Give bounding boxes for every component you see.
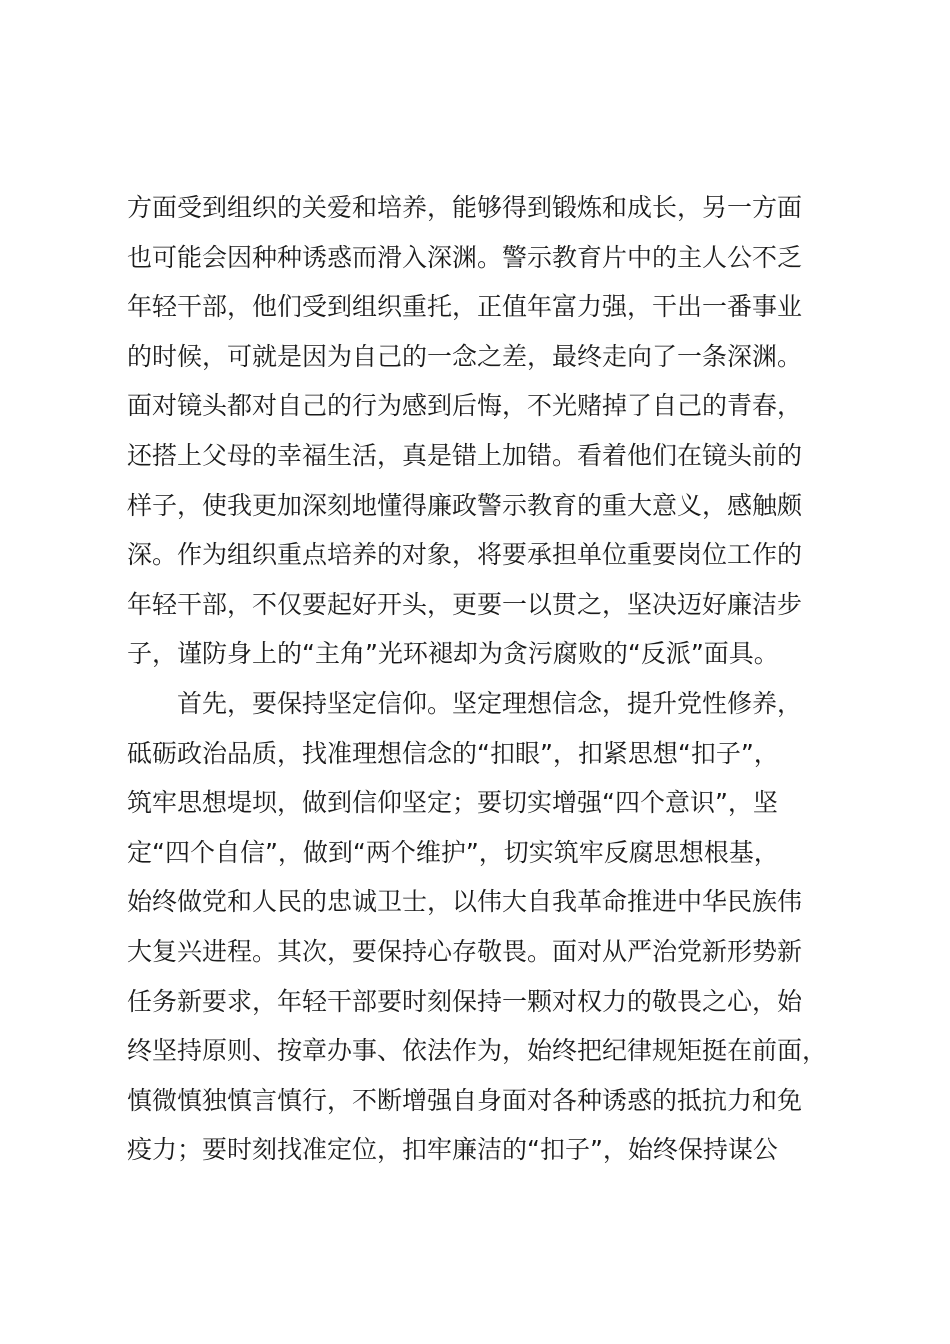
text-line: 任务新要求，年轻干部要时刻保持一颗对权力的敬畏之心，始 (127, 986, 803, 1016)
text-line: 砥砺政治品质，找准理想信念的“扣眼”，扣紧思想“扣子”， (127, 738, 779, 768)
text-line: 年轻干部，他们受到组织重托，正值年富力强，干出一番事业 (127, 292, 803, 322)
text-line: 面对镜头都对自己的行为感到后悔，不光赌掉了自己的青春， (127, 391, 803, 421)
body-text (127, 183, 847, 1175)
paragraph-first-line: 首先，要保持坚定信仰。坚定理想信念，提升党性修养， (177, 688, 803, 718)
text-line: 终坚持原则、按章办事、依法作为，始终把纪律规矩挺在前面， (127, 1036, 828, 1066)
text-line: 深。作为组织重点培养的对象，将要承担单位重要岗位工作的 (127, 540, 803, 570)
text-line: 也可能会因种种诱惑而滑入深渊。警示教育片中的主人公不乏 (127, 242, 803, 272)
text-line: 疫力；要时刻找准定位，扣牢廉洁的“扣子”，始终保持谋公 (127, 1135, 778, 1165)
text-line: 慎微慎独慎言慎行，不断增强自身面对各种诱惑的抵抗力和免 (127, 1085, 803, 1115)
text-line: 还搭上父母的幸福生活，真是错上加错。看着他们在镜头前的 (127, 440, 803, 470)
text-line: 的时候，可就是因为自己的一念之差，最终走向了一条深渊。 (127, 341, 803, 371)
text-line: 始终做党和人民的忠诚卫士，以伟大自我革命推进中华民族伟 (127, 887, 803, 917)
text-line: 年轻干部，不仅要起好开头，更要一以贯之，坚决迈好廉洁步 (127, 589, 803, 619)
text-line: 大复兴进程。其次，要保持心存敬畏。面对从严治党新形势新 (127, 936, 803, 966)
text-line: 筑牢思想堤坝，做到信仰坚定；要切实增强“四个意识”，坚 (127, 788, 778, 818)
text-line: 子，谨防身上的“主角”光环褪却为贪污腐败的“反派”面具。 (127, 639, 779, 669)
text-line: 方面受到组织的关爱和培养，能够得到锻炼和成长，另一方面 (127, 193, 803, 222)
text-line: 定“四个自信”，做到“两个维护”，切实筑牢反腐思想根基， (127, 837, 779, 867)
text-line: 样子，使我更加深刻地懂得廉政警示教育的重大意义，感触颇 (127, 490, 803, 520)
